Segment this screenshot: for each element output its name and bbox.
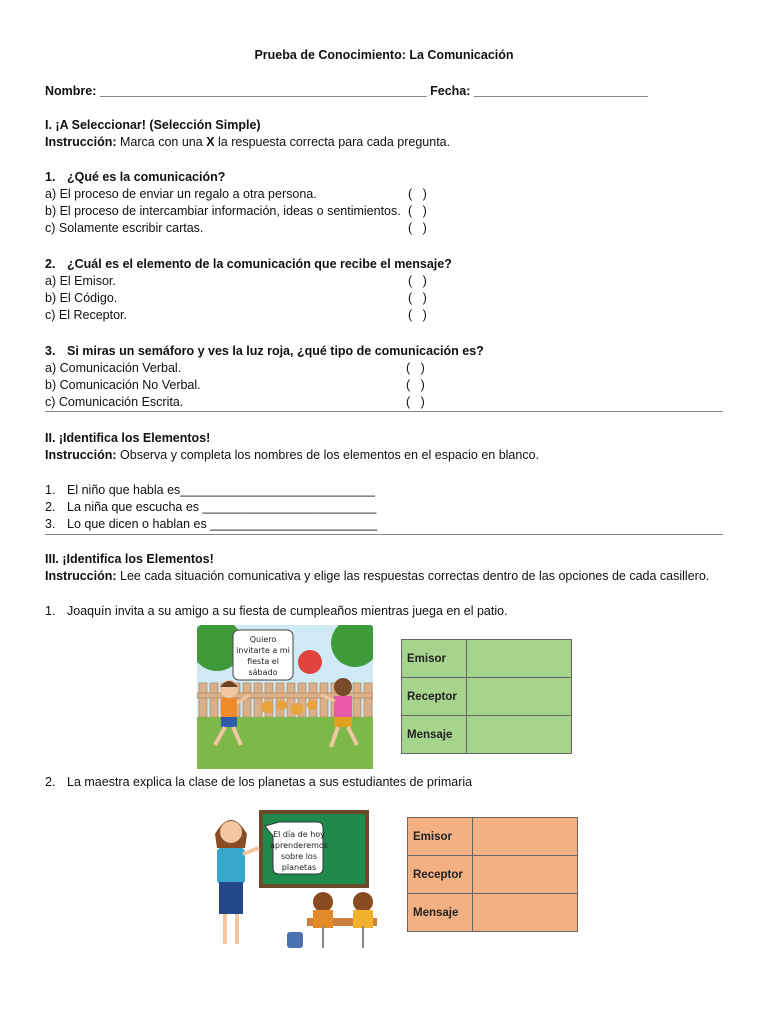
answer-table-2 xyxy=(407,817,578,932)
answer-parens[interactable]: ( ) xyxy=(406,361,425,375)
q2-option-b: b) El Código. ( ) xyxy=(45,291,427,305)
q2-option-c: c) El Receptor. ( ) xyxy=(45,308,427,322)
section-divider xyxy=(45,411,723,412)
answer-parens[interactable]: ( ) xyxy=(408,204,427,218)
date-label: Fecha: xyxy=(430,84,471,98)
question-2: 2. ¿Cuál es el elemento de la comunicación que recibe el mensaje? xyxy=(45,257,452,271)
section1-heading: I. ¡A Seleccionar! (Selección Simple) xyxy=(45,118,261,132)
speech-bubble-text: sábado xyxy=(248,668,278,677)
table-label-receptor: Receptor xyxy=(402,678,467,716)
section-divider xyxy=(45,534,723,535)
worksheet-page xyxy=(45,0,723,1024)
q1-option-a: a) El proceso de enviar un regalo a otra persona. ( ) xyxy=(45,187,427,201)
situation-1-text: 1. Joaquín invita a su amigo a su fiesta de cumpleaños mientras juega en el patio. xyxy=(45,604,508,618)
answer-cell-receptor[interactable] xyxy=(467,678,572,716)
situation-2-text: 2. La maestra explica la clase de los planetas a sus estudiantes de primaria xyxy=(45,775,473,789)
answer-cell-mensaje[interactable] xyxy=(467,716,572,754)
name-label: Nombre: xyxy=(45,84,97,98)
q3-option-b: b) Comunicación No Verbal. ( ) xyxy=(45,378,425,392)
speech-bubble-text: aprenderemos xyxy=(270,841,328,850)
answer-cell-mensaje[interactable] xyxy=(473,894,578,932)
q1-option-c: c) Solamente escribir cartas. ( ) xyxy=(45,221,427,235)
section3-instruction: Instrucción: Lee cada situación comunicativa y elige las respuestas correctas dentro de las opciones de cada casillero. xyxy=(45,569,710,583)
name-blank[interactable]: _______________________________________________ xyxy=(99,84,427,98)
playground-illustration xyxy=(197,625,373,769)
question-1: 1. ¿Qué es la comunicación? xyxy=(45,170,226,184)
q3-option-c: c) Comunicación Escrita. ( ) xyxy=(45,395,425,409)
section2-heading: II. ¡Identifica los Elementos! xyxy=(45,431,211,445)
answer-parens[interactable]: ( ) xyxy=(408,187,427,201)
classroom-illustration xyxy=(207,808,387,956)
speech-bubble-text: fiesta el xyxy=(247,657,279,666)
answer-cell-emisor[interactable] xyxy=(473,818,578,856)
answer-parens[interactable]: ( ) xyxy=(408,274,427,288)
table-label-emisor: Emisor xyxy=(408,818,473,856)
answer-parens[interactable]: ( ) xyxy=(406,395,425,409)
answer-parens[interactable]: ( ) xyxy=(406,378,425,392)
table-label-mensaje: Mensaje xyxy=(402,716,467,754)
page-title: Prueba de Conocimiento: La Comunicación xyxy=(254,48,514,62)
speech-bubble-text: Quiero xyxy=(249,635,277,644)
answer-parens[interactable]: ( ) xyxy=(408,308,427,322)
speech-bubble-text: El día de hoy xyxy=(273,830,325,839)
table-label-mensaje: Mensaje xyxy=(408,894,473,932)
section3-heading: III. ¡Identifica los Elementos! xyxy=(45,552,214,566)
question-3: 3. Si miras un semáforo y ves la luz roja, ¿qué tipo de comunicación es? xyxy=(45,344,484,358)
section1-instruction: Instrucción: Marca con una X la respuesta correcta para cada pregunta. xyxy=(45,135,451,149)
table-label-emisor: Emisor xyxy=(402,640,467,678)
speech-bubble-text: invitarte a mi xyxy=(236,646,290,655)
answer-table-1 xyxy=(401,639,572,754)
speech-bubble-text: sobre los xyxy=(280,852,318,861)
header-row xyxy=(45,83,648,100)
q1-option-b: b) El proceso de intercambiar información, ideas o sentimientos. ( ) xyxy=(45,204,427,218)
section2-item-2[interactable]: 2. La niña que escucha es _________________________ xyxy=(45,500,377,514)
answer-parens[interactable]: ( ) xyxy=(408,291,427,305)
q2-option-a: a) El Emisor. ( ) xyxy=(45,274,427,288)
table-label-receptor: Receptor xyxy=(408,856,473,894)
q3-option-a: a) Comunicación Verbal. ( ) xyxy=(45,361,425,375)
answer-cell-emisor[interactable] xyxy=(467,640,572,678)
answer-parens[interactable]: ( ) xyxy=(408,221,427,235)
speech-bubble-text: planetas xyxy=(281,863,317,872)
answer-cell-receptor[interactable] xyxy=(473,856,578,894)
section2-item-1[interactable]: 1. El niño que habla es____________________________ xyxy=(45,483,375,497)
date-blank[interactable]: _________________________ xyxy=(473,84,648,98)
section2-instruction: Instrucción: Observa y completa los nombres de los elementos en el espacio en blanco. xyxy=(45,448,540,462)
section2-item-3[interactable]: 3. Lo que dicen o hablan es ________________________ xyxy=(45,517,378,531)
